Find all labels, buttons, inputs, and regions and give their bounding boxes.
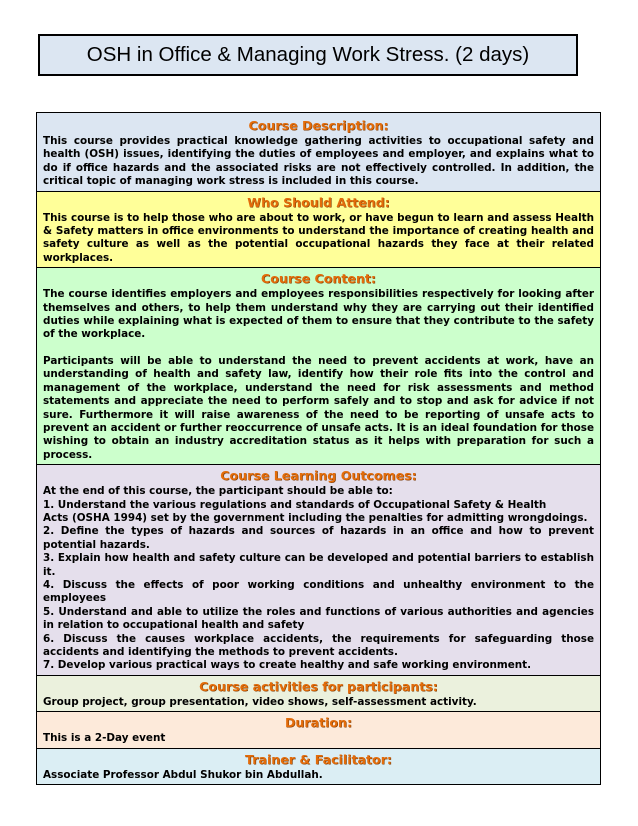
paragraph-gap	[43, 342, 594, 355]
course-activities-section	[37, 675, 600, 711]
trainer-text: Associate Professor Abdul Shukor bin Abdullah.	[43, 768, 323, 781]
trainer-heading: Trainer & Facilitator:	[245, 751, 392, 767]
course-content-heading: Course Content:	[261, 271, 376, 287]
title-box	[38, 34, 578, 76]
learning-outcome-item: 5. Understand and able to utilize the roles and functions of various authorities and agencies in relation to occupational health and safety	[43, 605, 594, 632]
who-should-attend-section	[37, 191, 600, 268]
course-table	[36, 112, 601, 785]
course-description-text: This course provides practical knowledge gathering activities to occupational safety and health (OSH) issues, identifying the duties of employees and employer, and explains what to do if office hazards and the associated risks are not effectively controlled. In addition, the critical topic of managing work stress is included in this course.	[43, 135, 594, 188]
who-should-attend-text: This course is to help those who are about to work, or have begun to learn and assess Health & Safety matters in office environments to understand the importance of creating health and safety culture as well as the potential occupational hazards they face at their related workplaces.	[43, 211, 594, 264]
learning-outcome-item: 4. Discuss the effects of poor working conditions and unhealthy environment to the employees	[43, 578, 594, 605]
learning-outcome-item: 3. Explain how health and safety culture can be developed and potential barriers to establish it.	[43, 552, 594, 578]
learning-outcomes-section	[37, 464, 600, 675]
who-should-attend-heading: Who Should Attend:	[247, 194, 390, 210]
learning-outcome-item: Acts (OSHA 1994) set by the government including the penalties for admitting wrongdoings.	[43, 511, 588, 524]
course-activities-heading: Course activities for participants:	[199, 678, 438, 694]
duration-text: This is a 2-Day event	[43, 732, 166, 745]
course-content-paragraph-2: Participants will be able to understand the need to prevent accidents at work, have an understanding of health and safety law, identify how their role fits into the control and management of the workplace, understand the need for risk assessments and method statements and appreciate the need to perform safely and to stop and ask for advice if not sure. Furthermore it will raise awareness of the need to be reporting of unsafe acts to prevent an accident or further reoccurrence of unsafe acts. It is an ideal foundation for those wishing to obtain an industry accreditation status as it helps with preparation for such a process.	[43, 354, 594, 461]
learning-outcome-item: 2. Define the types of hazards and sources of hazards in an office and how to prevent potential hazards.	[43, 525, 594, 551]
learning-outcome-item: 6. Discuss the causes workplace accidents, the requirements for safeguarding those accidents and identifying the methods to prevent accidents.	[43, 632, 594, 658]
course-description-heading: Course Description:	[248, 118, 389, 133]
learning-outcomes-heading: Course Learning Outcomes:	[220, 468, 417, 484]
duration-heading: Duration:	[284, 715, 353, 731]
learning-outcome-item: 7. Develop various practical ways to create healthy and safe working environment.	[43, 659, 532, 672]
course-content-section	[37, 267, 600, 464]
course-description-section	[37, 113, 600, 191]
learning-outcome-item: 1. Understand the various regulations and standards of Occupational Safety & Health	[43, 498, 547, 511]
course-activities-text: Group project, group presentation, video shows, self-assessment activity.	[43, 695, 477, 708]
page-title: OSH in Office & Managing Work Stress. (2 days)	[86, 43, 530, 66]
course-content-paragraph-1: The course identifies employers and employees responsibilities respectively for looking after themselves and others, to help them understand why they are carrying out their identified duties while explaining what is expected of them to ensure that they contribute to the safety of the workplace.	[43, 288, 594, 341]
learning-outcomes-intro: At the end of this course, the participant should be able to:	[43, 485, 393, 498]
trainer-section	[37, 748, 600, 784]
duration-section	[37, 711, 600, 747]
